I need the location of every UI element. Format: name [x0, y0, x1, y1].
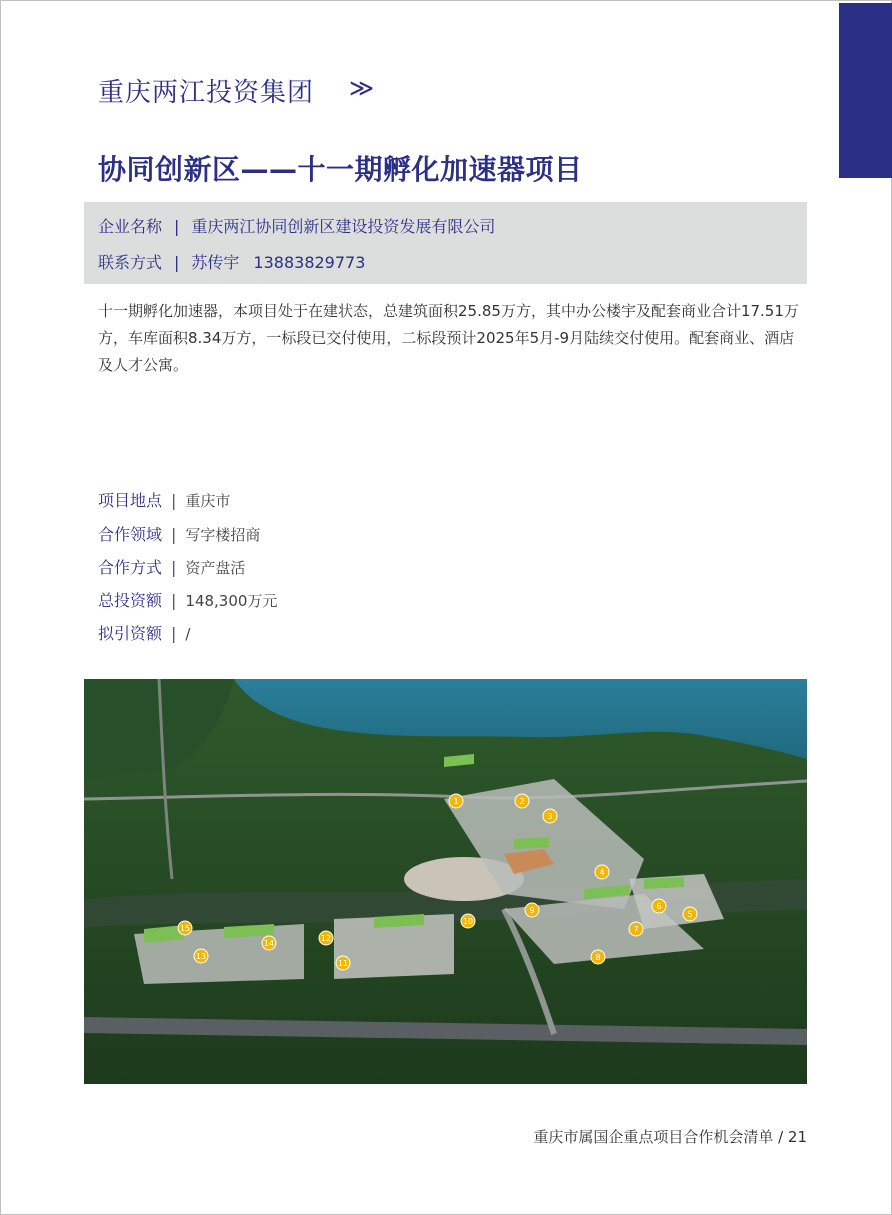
- separator: |: [171, 491, 177, 510]
- info-box: [84, 202, 807, 284]
- fact-label: 合作方式: [98, 558, 163, 577]
- separator: |: [174, 217, 180, 236]
- project-description: 十一期孵化加速器，本项目处于在建状态，总建筑面积25.85万方，其中办公楼宇及配套商业合计17.51万方，车库面积8.34万方，一标段已交付使用，二标段预计2025年5月-9月陆续交付使用。配套商业、酒店及人才公寓。: [98, 302, 799, 374]
- fact-label: 合作领域: [98, 525, 163, 544]
- marker-label: 5: [687, 910, 693, 919]
- company-value: 重庆两江协同创新区建设投资发展有限公司: [191, 217, 496, 236]
- marker-label: 4: [599, 868, 605, 877]
- marker-label: 6: [656, 902, 662, 911]
- company-label: 企业名称: [98, 217, 163, 236]
- page-footer: 重庆市属国企重点项目合作机会清单 / 21: [533, 1128, 807, 1146]
- fact-mode: [98, 555, 245, 578]
- contact-phone: 13883829773: [253, 253, 366, 272]
- contact-label: 联系方式: [98, 253, 163, 272]
- separator: |: [171, 525, 177, 544]
- marker-label: 11: [337, 959, 349, 968]
- fact-total-investment: [98, 588, 277, 611]
- marker-label: 2: [519, 797, 525, 806]
- separator: |: [174, 253, 180, 272]
- contact-name: 苏传宇: [191, 253, 240, 272]
- company-row: [98, 214, 495, 237]
- marker-label: 10: [462, 917, 474, 926]
- fact-field: [98, 522, 260, 545]
- fact-value: /: [185, 625, 191, 643]
- fact-value: 148,300万元: [185, 592, 278, 610]
- marker-label: 12: [320, 934, 332, 943]
- fact-label: 项目地点: [98, 491, 163, 510]
- marker-label: 7: [633, 925, 639, 934]
- marker-label: 8: [595, 953, 601, 962]
- fact-label: 总投资额: [98, 591, 163, 610]
- marker-label: 14: [263, 939, 275, 948]
- separator: |: [171, 558, 177, 577]
- fact-value: 写字楼招商: [185, 526, 261, 544]
- aerial-rendering: [84, 679, 807, 1084]
- separator: |: [171, 591, 177, 610]
- double-chevron-icon: ≫: [349, 74, 375, 102]
- side-tab: [839, 3, 892, 178]
- fact-label: 拟引资额: [98, 624, 163, 643]
- fact-value: 资产盘活: [185, 559, 246, 577]
- group-name: 重庆两江投资集团: [98, 78, 315, 108]
- separator: |: [171, 624, 177, 643]
- fact-value: 重庆市: [185, 492, 231, 510]
- project-title: 协同创新区——十一期孵化加速器项目: [98, 153, 583, 186]
- marker-label: 13: [195, 952, 207, 961]
- marker-label: 3: [547, 812, 553, 821]
- marker-label: 1: [453, 797, 459, 806]
- fact-location: [98, 488, 230, 511]
- fact-planned-investment: [98, 621, 190, 644]
- contact-row: [98, 250, 365, 273]
- marker-label: 9: [529, 906, 535, 915]
- marker-label: 15: [179, 924, 191, 933]
